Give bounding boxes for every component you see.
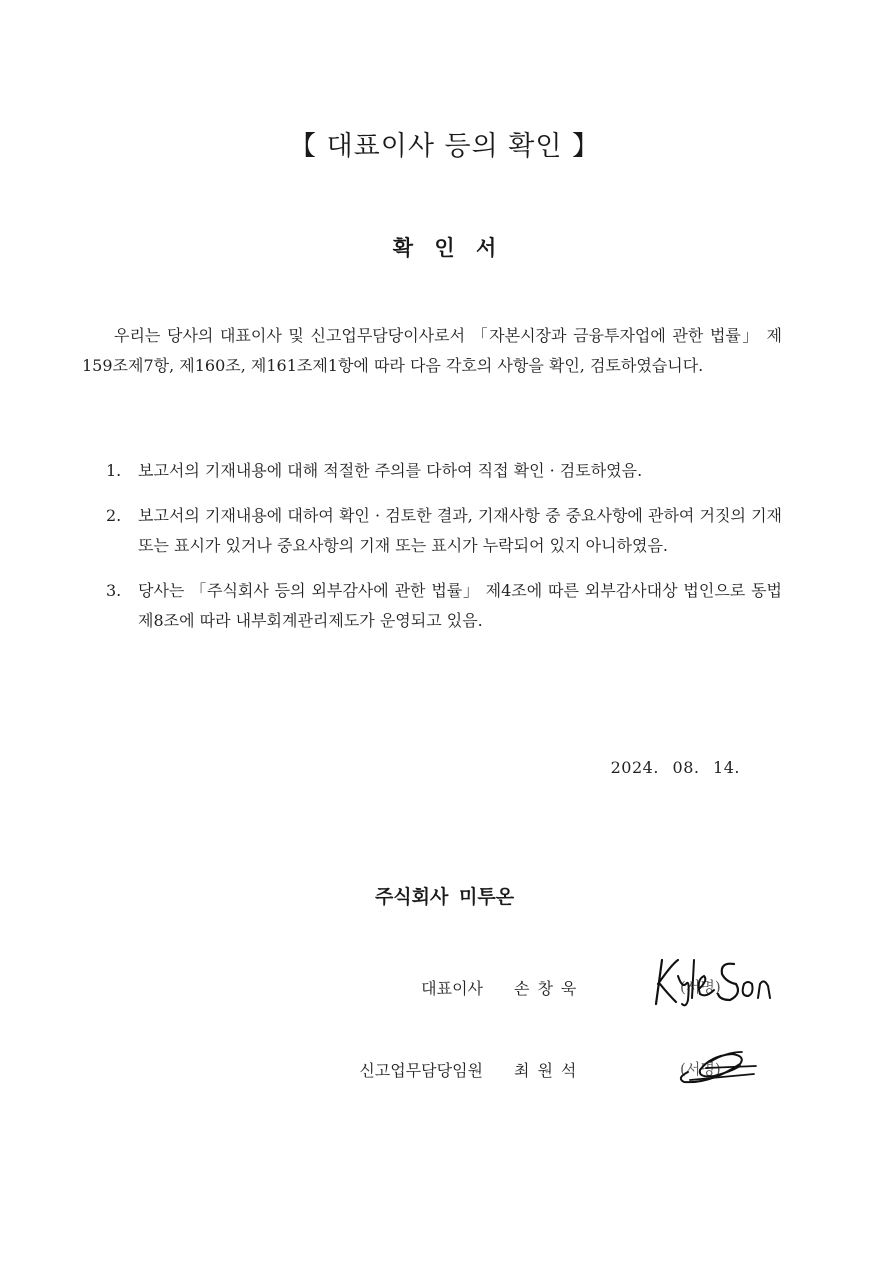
list-item (106, 456, 782, 486)
document-title: 확 인 서 (392, 236, 497, 260)
signatory-role: 신고업무담당임원 (359, 1061, 483, 1080)
item-number: 2. (106, 506, 122, 525)
item-text: 보고서의 기재내용에 대하여 확인 · 검토한 결과, 기재사항 중 중요사항에 관하여 거짓의 기재 또는 표시가 있거나 중요사항의 기재 또는 표시가 누락되어 있지 아니하였음. (138, 506, 782, 555)
list-item (106, 576, 782, 636)
seal-label: (서명) (680, 978, 721, 996)
item-text: 당사는 「주식회사 등의 외부감사에 관한 법률」 제4조에 따른 외부감사대상 법인으로 동법 제8조에 따라 내부회계관리제도가 운영되고 있음. (138, 581, 782, 630)
signatory-name: 최원석 (514, 1061, 585, 1080)
signatory-name: 손창욱 (514, 979, 585, 998)
item-number: 1. (106, 461, 122, 480)
list-item (106, 501, 782, 561)
item-number: 3. (106, 581, 122, 600)
signatory-role: 대표이사 (421, 979, 483, 998)
document-date: 2024. 08. 14. (610, 758, 740, 777)
section-heading: 【 대표이사 등의 확인 】 (289, 131, 600, 162)
item-text: 보고서의 기재내용에 대해 적절한 주의를 다하여 직접 확인 · 검토하였음. (138, 461, 643, 480)
company-name: 주식회사 미투온 (374, 886, 515, 908)
signatory-ceo (0, 968, 889, 1008)
seal-label: (서명) (680, 1060, 721, 1078)
handwritten-signature-officer (670, 1046, 770, 1086)
confirmation-items (106, 456, 782, 651)
intro-paragraph: 우리는 당사의 대표이사 및 신고업무담당이사로서 「자본시장과 금융투자업에 관한 법률」 제159조제7항, 제160조, 제161조제1항에 따라 다음 각호의 사항을 확인, 검토하였습니다. (82, 326, 782, 375)
signatory-reporting-officer (0, 1050, 889, 1090)
handwritten-signature-ceo (648, 954, 778, 1010)
